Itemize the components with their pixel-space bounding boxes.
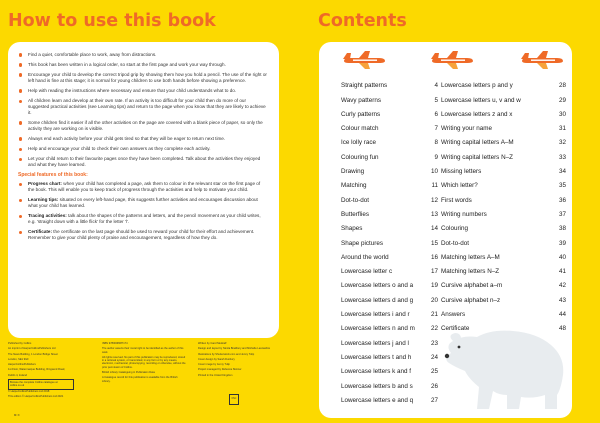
planes-decoration: [319, 50, 572, 70]
toc-entry[interactable]: Answers 44: [441, 311, 566, 319]
tip-item: Help with reading the instructions where necessary and ensure that your child understands what to do.: [18, 88, 267, 94]
tip-item: Help and encourage your child to check their own answers as they complete each activity.: [18, 146, 267, 152]
toc-entry[interactable]: Lowercase letters n and m 22: [341, 325, 438, 333]
bullet-icon: [19, 215, 22, 218]
bullet-icon: [19, 183, 22, 186]
features-list: [18, 181, 267, 241]
special-features-heading: Special features of this book:: [18, 172, 88, 179]
toc-entry[interactable]: Lowercase letters e and q 27: [341, 396, 438, 404]
bullet-icon: [19, 121, 22, 124]
bullet-icon: [19, 53, 22, 56]
toc-entry[interactable]: Drawing 10: [341, 168, 438, 176]
toc-entry[interactable]: Wavy patterns 5: [341, 96, 438, 104]
tip-item: This book has been written in a logical order, so start at the first page and work your way through.: [18, 62, 267, 68]
airplane-icon: [429, 50, 475, 70]
toc-entry[interactable]: Matching letters N–Z 41: [441, 268, 566, 276]
bullet-icon: [19, 231, 22, 234]
toc-entry[interactable]: First words 36: [441, 196, 566, 204]
toc-entry[interactable]: Shapes 14: [341, 225, 438, 233]
toc-entry[interactable]: Lowercase letters z and x 30: [441, 110, 566, 118]
tips-list: [18, 52, 267, 168]
feature-item: Tracing activities: talk about the shapes of the patterns and letters, and the pencil movement as your child writes, e.g. 'straight down with a little flick' for the letter 'l'.: [18, 213, 267, 225]
toc-entry[interactable]: Writing capital letters N–Z 33: [441, 153, 566, 161]
toc-entry[interactable]: Dot-to-dot 12: [341, 196, 438, 204]
toc-entry[interactable]: Colour match 7: [341, 125, 438, 133]
toc-entry[interactable]: Lowercase letters i and r 21: [341, 311, 438, 319]
bullet-icon: [19, 89, 22, 92]
toc-entry[interactable]: Lowercase letters u, v and w 29: [441, 96, 566, 104]
mix-mark: MIX: [14, 414, 21, 417]
toc-entry[interactable]: Writing your name 31: [441, 125, 566, 133]
toc-entry[interactable]: Straight patterns 4: [341, 82, 438, 90]
tip-item: Always end each activity before your child gets tired so that they will be eager to return next time.: [18, 136, 267, 142]
bullet-icon: [19, 137, 22, 140]
imprint-footer: [6, 338, 282, 418]
imprint-col-credits: Written by Carol Medcalf Design and layout by Nicola Bradbury and Michelle Lancashire Illustrations by Shutterstock.com and Jenny Tulip Cover design by Sarah Duxbury Cover image by Jenny Tulip Project managed by Rebecca Skinner Printed in the United Kingdom: [198, 342, 271, 377]
tip-item: Some children find it easier if all the other activities on the page are covered with a blank piece of paper, so only the activity they are working on is visible.: [18, 120, 267, 132]
catalogue-box: Browse the complete Collins catalogue at collins.co.uk: [8, 379, 74, 390]
toc-entry[interactable]: Cursive alphabet a–m 42: [441, 282, 566, 290]
tip-item: Encourage your child to develop the correct tripod grip by showing them how you hold a pencil. The use of the right or left hand is fine at this stage; it is normal for young children to use both hands before showing a preference.: [18, 72, 267, 84]
toc-entry[interactable]: Cursive alphabet n–z 43: [441, 296, 566, 304]
toc-entry[interactable]: Ice lolly race 8: [341, 139, 438, 147]
instructions-card: [8, 42, 279, 338]
polar-bear-icon: [433, 323, 573, 413]
toc-entry[interactable]: Matching 11: [341, 182, 438, 190]
toc-entry[interactable]: Lowercase letters k and f 25: [341, 368, 438, 376]
airplane-icon: [341, 50, 387, 70]
toc-entry[interactable]: Lowercase letters p and y 28: [441, 82, 566, 90]
bullet-icon: [19, 158, 22, 161]
tip-item: All children learn and develop at their own rate. If an activity is too difficult for your child then do more of our suggested practical activities (see Learning tips) and return to the page when you know that they are likely to achieve it.: [18, 98, 267, 116]
feature-item: Progress chart: when your child has completed a page, ask them to colour in the relevant star on the first page of the book. This will enable you to keep track of progress through the activities and help to motivate your child.: [18, 181, 267, 193]
toc-entry[interactable]: Lowercase letters b and s 26: [341, 382, 438, 390]
toc-entry[interactable]: Curly patterns 6: [341, 110, 438, 118]
toc-entry[interactable]: Lowercase letters d and g 20: [341, 296, 438, 304]
feature-item: Certificate: the certificate on the last page should be used to reward your child for their effort and achievement. Remember to give your child plenty of praise and encouragement, regardless of how they do.: [18, 229, 267, 241]
toc-entry[interactable]: Butterflies 13: [341, 210, 438, 218]
toc-entry[interactable]: Lowercase letters t and h 24: [341, 353, 438, 361]
page-title-how-to-use: How to use this book: [8, 11, 216, 31]
imprint-col-rights: ISBN 9780008387174 The author asserts their moral right to be identified as the author of this work. All rights reserved. No part of this publication may be reproduced, stored in a retrieval system, or transmitted, in any form or by any means, electronic, mechanical, photocopying, recording or otherwise, without the prior permission of Collins. British Library Cataloguing in Publication Data A Catalogue record for this publication is available from the British Library.: [102, 342, 186, 383]
toc-entry[interactable]: Dot-to-dot 39: [441, 239, 566, 247]
toc-entry[interactable]: Certificate 48: [441, 325, 566, 333]
bullet-icon: [19, 63, 22, 66]
toc-entry[interactable]: Lowercase letter c 17: [341, 268, 438, 276]
fsc-logo: FSC: [229, 394, 239, 405]
toc-entry[interactable]: Lowercase letters j and l 23: [341, 339, 438, 347]
toc-entry[interactable]: Lowercase letters o and a 19: [341, 282, 438, 290]
contents-column-2: [441, 75, 566, 332]
toc-entry[interactable]: Writing capital letters A–M 32: [441, 139, 566, 147]
contents-column-1: [341, 75, 438, 404]
toc-entry[interactable]: Shape pictures 15: [341, 239, 438, 247]
toc-entry[interactable]: Missing letters 34: [441, 168, 566, 176]
toc-entry[interactable]: Around the world 16: [341, 253, 438, 261]
bullet-icon: [19, 199, 22, 202]
bullet-icon: [19, 100, 22, 103]
tip-item: Let your child return to their favourite pages once they have been completed. Talk about the activities they enjoyed and what they have learned.: [18, 156, 267, 168]
toc-entry[interactable]: Colouring fun 9: [341, 153, 438, 161]
imprint-col-publisher: Published by Collins An imprint of HarperCollinsPublishers Ltd The News Building, 1 London Bridge Street London, SE1 9GF HarperCollinsPublishers 1st Floor, Watermarque Building, Ringsend Road, Dublin 4, Ireland Browse the complete Collins catalogue at collins.co.uk © HarperCollinsPublishers Ltd 2018 This edition © HarperCollinsPublishers Ltd 2021: [8, 342, 74, 400]
toc-entry[interactable]: Matching letters A–M 40: [441, 253, 566, 261]
airplane-icon: [519, 50, 565, 70]
bullet-icon: [19, 73, 22, 76]
bullet-icon: [19, 148, 22, 151]
toc-entry[interactable]: Which letter? 35: [441, 182, 566, 190]
feature-item: Learning tips: situated on every left-hand page, this suggests further activities and encourages discussion about what your child has learned.: [18, 197, 267, 209]
tip-item: Find a quiet, comfortable place to work, away from distractions.: [18, 52, 267, 58]
page-title-contents: Contents: [318, 11, 407, 31]
toc-entry[interactable]: Colouring 38: [441, 225, 566, 233]
toc-entry[interactable]: Writing numbers 37: [441, 210, 566, 218]
